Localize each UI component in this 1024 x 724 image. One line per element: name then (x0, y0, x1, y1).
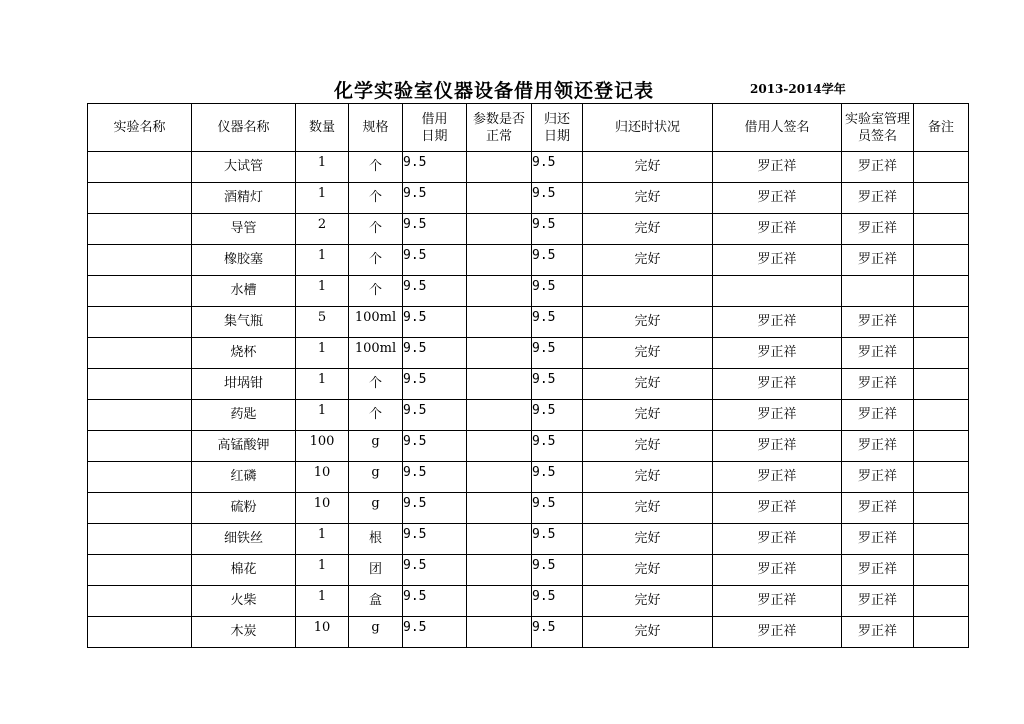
cell-spec: 100ml (349, 307, 403, 338)
cell-params-ok (467, 245, 532, 276)
cell-borrow-date: 9.5 (403, 555, 467, 586)
cell-borrow-date: 9.5 (403, 307, 467, 338)
cell-borrow-date: 9.5 (403, 586, 467, 617)
cell-return-status (583, 276, 713, 307)
cell-borrow-date: 9.5 (403, 493, 467, 524)
cell-instrument: 大试管 (192, 152, 296, 183)
cell-instrument: 棉花 (192, 555, 296, 586)
cell-remarks (914, 555, 969, 586)
cell-experiment (88, 152, 192, 183)
header-return-date: 归还日期 (532, 104, 583, 152)
cell-return-status: 完好 (583, 462, 713, 493)
header-quantity: 数量 (296, 104, 349, 152)
cell-remarks (914, 183, 969, 214)
cell-spec: g (349, 617, 403, 648)
cell-experiment (88, 276, 192, 307)
cell-borrower: 罗正祥 (713, 555, 842, 586)
cell-return-status: 完好 (583, 152, 713, 183)
cell-instrument: 导管 (192, 214, 296, 245)
cell-return-date: 9.5 (532, 307, 583, 338)
cell-admin: 罗正祥 (842, 369, 914, 400)
cell-experiment (88, 183, 192, 214)
cell-admin: 罗正祥 (842, 431, 914, 462)
cell-remarks (914, 152, 969, 183)
cell-params-ok (467, 431, 532, 462)
cell-return-status: 完好 (583, 493, 713, 524)
cell-spec: 个 (349, 152, 403, 183)
cell-borrower: 罗正祥 (713, 524, 842, 555)
cell-quantity: 1 (296, 183, 349, 214)
cell-experiment (88, 369, 192, 400)
cell-instrument: 红磷 (192, 462, 296, 493)
cell-remarks (914, 617, 969, 648)
cell-borrower: 罗正祥 (713, 617, 842, 648)
cell-params-ok (467, 369, 532, 400)
cell-quantity: 1 (296, 338, 349, 369)
cell-experiment (88, 524, 192, 555)
header-remarks: 备注 (914, 104, 969, 152)
school-year: 2013-2014学年 (750, 82, 846, 96)
cell-instrument: 火柴 (192, 586, 296, 617)
cell-params-ok (467, 214, 532, 245)
table-row (88, 276, 969, 307)
cell-quantity: 1 (296, 152, 349, 183)
cell-borrower: 罗正祥 (713, 586, 842, 617)
cell-params-ok (467, 555, 532, 586)
table-row (88, 307, 969, 338)
cell-return-status: 完好 (583, 214, 713, 245)
header-admin: 实验室管理员签名 (842, 104, 914, 152)
cell-experiment (88, 400, 192, 431)
table-row (88, 524, 969, 555)
cell-return-date: 9.5 (532, 245, 583, 276)
cell-spec: 个 (349, 369, 403, 400)
header-row (88, 104, 969, 152)
cell-borrow-date: 9.5 (403, 183, 467, 214)
cell-return-date: 9.5 (532, 493, 583, 524)
cell-instrument: 硫粉 (192, 493, 296, 524)
cell-return-status: 完好 (583, 183, 713, 214)
cell-return-date: 9.5 (532, 431, 583, 462)
cell-experiment (88, 245, 192, 276)
cell-return-status: 完好 (583, 245, 713, 276)
cell-return-status: 完好 (583, 400, 713, 431)
cell-instrument: 酒精灯 (192, 183, 296, 214)
table-row (88, 338, 969, 369)
table-row (88, 431, 969, 462)
cell-borrower: 罗正祥 (713, 462, 842, 493)
cell-admin: 罗正祥 (842, 555, 914, 586)
cell-instrument: 集气瓶 (192, 307, 296, 338)
cell-return-date: 9.5 (532, 617, 583, 648)
header-return-status: 归还时状况 (583, 104, 713, 152)
cell-spec: 个 (349, 400, 403, 431)
cell-borrower: 罗正祥 (713, 245, 842, 276)
cell-experiment (88, 462, 192, 493)
cell-spec: 盒 (349, 586, 403, 617)
cell-quantity: 1 (296, 245, 349, 276)
table-body (88, 152, 969, 648)
cell-instrument: 细铁丝 (192, 524, 296, 555)
cell-borrow-date: 9.5 (403, 524, 467, 555)
cell-spec: 根 (349, 524, 403, 555)
cell-remarks (914, 369, 969, 400)
cell-borrow-date: 9.5 (403, 245, 467, 276)
table-row (88, 369, 969, 400)
cell-return-status: 完好 (583, 617, 713, 648)
cell-admin: 罗正祥 (842, 245, 914, 276)
cell-borrow-date: 9.5 (403, 152, 467, 183)
cell-return-status: 完好 (583, 555, 713, 586)
cell-params-ok (467, 307, 532, 338)
cell-spec: g (349, 462, 403, 493)
table-row (88, 617, 969, 648)
cell-return-date: 9.5 (532, 462, 583, 493)
cell-params-ok (467, 400, 532, 431)
table-row (88, 555, 969, 586)
cell-return-status: 完好 (583, 431, 713, 462)
cell-borrow-date: 9.5 (403, 369, 467, 400)
cell-borrow-date: 9.5 (403, 214, 467, 245)
cell-return-date: 9.5 (532, 400, 583, 431)
cell-admin: 罗正祥 (842, 617, 914, 648)
cell-quantity: 1 (296, 276, 349, 307)
header-params-ok: 参数是否正常 (467, 104, 532, 152)
cell-experiment (88, 338, 192, 369)
cell-experiment (88, 307, 192, 338)
table-row (88, 183, 969, 214)
cell-quantity: 1 (296, 400, 349, 431)
table-row (88, 462, 969, 493)
cell-return-date: 9.5 (532, 276, 583, 307)
cell-borrower: 罗正祥 (713, 214, 842, 245)
cell-return-status: 完好 (583, 586, 713, 617)
cell-params-ok (467, 338, 532, 369)
cell-return-status: 完好 (583, 338, 713, 369)
cell-borrow-date: 9.5 (403, 462, 467, 493)
cell-experiment (88, 555, 192, 586)
cell-admin (842, 276, 914, 307)
table-row (88, 586, 969, 617)
cell-admin: 罗正祥 (842, 400, 914, 431)
cell-spec: 个 (349, 183, 403, 214)
cell-borrower: 罗正祥 (713, 338, 842, 369)
header-borrower: 借用人签名 (713, 104, 842, 152)
cell-return-date: 9.5 (532, 555, 583, 586)
cell-remarks (914, 245, 969, 276)
cell-instrument: 水槽 (192, 276, 296, 307)
header-spec: 规格 (349, 104, 403, 152)
cell-remarks (914, 307, 969, 338)
cell-borrow-date: 9.5 (403, 617, 467, 648)
cell-admin: 罗正祥 (842, 183, 914, 214)
cell-quantity: 1 (296, 586, 349, 617)
cell-return-date: 9.5 (532, 524, 583, 555)
cell-quantity: 1 (296, 555, 349, 586)
cell-remarks (914, 276, 969, 307)
cell-remarks (914, 431, 969, 462)
cell-quantity: 100 (296, 431, 349, 462)
table-row (88, 152, 969, 183)
cell-experiment (88, 214, 192, 245)
table-row (88, 214, 969, 245)
cell-quantity: 1 (296, 369, 349, 400)
cell-experiment (88, 431, 192, 462)
cell-remarks (914, 524, 969, 555)
cell-remarks (914, 214, 969, 245)
cell-experiment (88, 586, 192, 617)
cell-admin: 罗正祥 (842, 152, 914, 183)
cell-borrow-date: 9.5 (403, 276, 467, 307)
cell-params-ok (467, 524, 532, 555)
cell-borrow-date: 9.5 (403, 431, 467, 462)
cell-return-date: 9.5 (532, 214, 583, 245)
cell-params-ok (467, 493, 532, 524)
cell-remarks (914, 493, 969, 524)
cell-remarks (914, 462, 969, 493)
cell-borrower: 罗正祥 (713, 183, 842, 214)
header-borrow-date: 借用日期 (403, 104, 467, 152)
cell-quantity: 10 (296, 462, 349, 493)
cell-return-date: 9.5 (532, 152, 583, 183)
cell-borrow-date: 9.5 (403, 338, 467, 369)
cell-return-status: 完好 (583, 307, 713, 338)
cell-spec: 团 (349, 555, 403, 586)
cell-borrower: 罗正祥 (713, 493, 842, 524)
cell-borrower (713, 276, 842, 307)
cell-borrower: 罗正祥 (713, 369, 842, 400)
cell-borrower: 罗正祥 (713, 307, 842, 338)
cell-spec: g (349, 431, 403, 462)
cell-borrower: 罗正祥 (713, 400, 842, 431)
cell-instrument: 烧杯 (192, 338, 296, 369)
cell-remarks (914, 338, 969, 369)
cell-instrument: 药匙 (192, 400, 296, 431)
cell-admin: 罗正祥 (842, 307, 914, 338)
cell-spec: 个 (349, 214, 403, 245)
cell-instrument: 坩埚钳 (192, 369, 296, 400)
cell-remarks (914, 400, 969, 431)
cell-admin: 罗正祥 (842, 524, 914, 555)
cell-params-ok (467, 586, 532, 617)
cell-quantity: 5 (296, 307, 349, 338)
cell-params-ok (467, 276, 532, 307)
cell-admin: 罗正祥 (842, 338, 914, 369)
cell-spec: g (349, 493, 403, 524)
cell-spec: 个 (349, 245, 403, 276)
cell-params-ok (467, 462, 532, 493)
cell-remarks (914, 586, 969, 617)
cell-quantity: 10 (296, 617, 349, 648)
page-title: 化学实验室仪器设备借用领还登记表 (334, 80, 655, 102)
cell-return-date: 9.5 (532, 369, 583, 400)
cell-return-date: 9.5 (532, 586, 583, 617)
cell-admin: 罗正祥 (842, 462, 914, 493)
register-table (87, 103, 969, 648)
cell-params-ok (467, 152, 532, 183)
cell-return-date: 9.5 (532, 183, 583, 214)
cell-spec: 个 (349, 276, 403, 307)
cell-admin: 罗正祥 (842, 493, 914, 524)
cell-params-ok (467, 617, 532, 648)
cell-borrow-date: 9.5 (403, 400, 467, 431)
cell-admin: 罗正祥 (842, 214, 914, 245)
cell-instrument: 橡胶塞 (192, 245, 296, 276)
header-experiment: 实验名称 (88, 104, 192, 152)
cell-instrument: 木炭 (192, 617, 296, 648)
cell-quantity: 2 (296, 214, 349, 245)
cell-borrower: 罗正祥 (713, 431, 842, 462)
table-row (88, 245, 969, 276)
cell-quantity: 10 (296, 493, 349, 524)
cell-params-ok (467, 183, 532, 214)
cell-admin: 罗正祥 (842, 586, 914, 617)
cell-borrower: 罗正祥 (713, 152, 842, 183)
cell-spec: 100ml (349, 338, 403, 369)
cell-return-date: 9.5 (532, 338, 583, 369)
cell-instrument: 高锰酸钾 (192, 431, 296, 462)
cell-experiment (88, 493, 192, 524)
header-instrument: 仪器名称 (192, 104, 296, 152)
table-row (88, 400, 969, 431)
cell-return-status: 完好 (583, 524, 713, 555)
cell-experiment (88, 617, 192, 648)
table-row (88, 493, 969, 524)
cell-quantity: 1 (296, 524, 349, 555)
cell-return-status: 完好 (583, 369, 713, 400)
